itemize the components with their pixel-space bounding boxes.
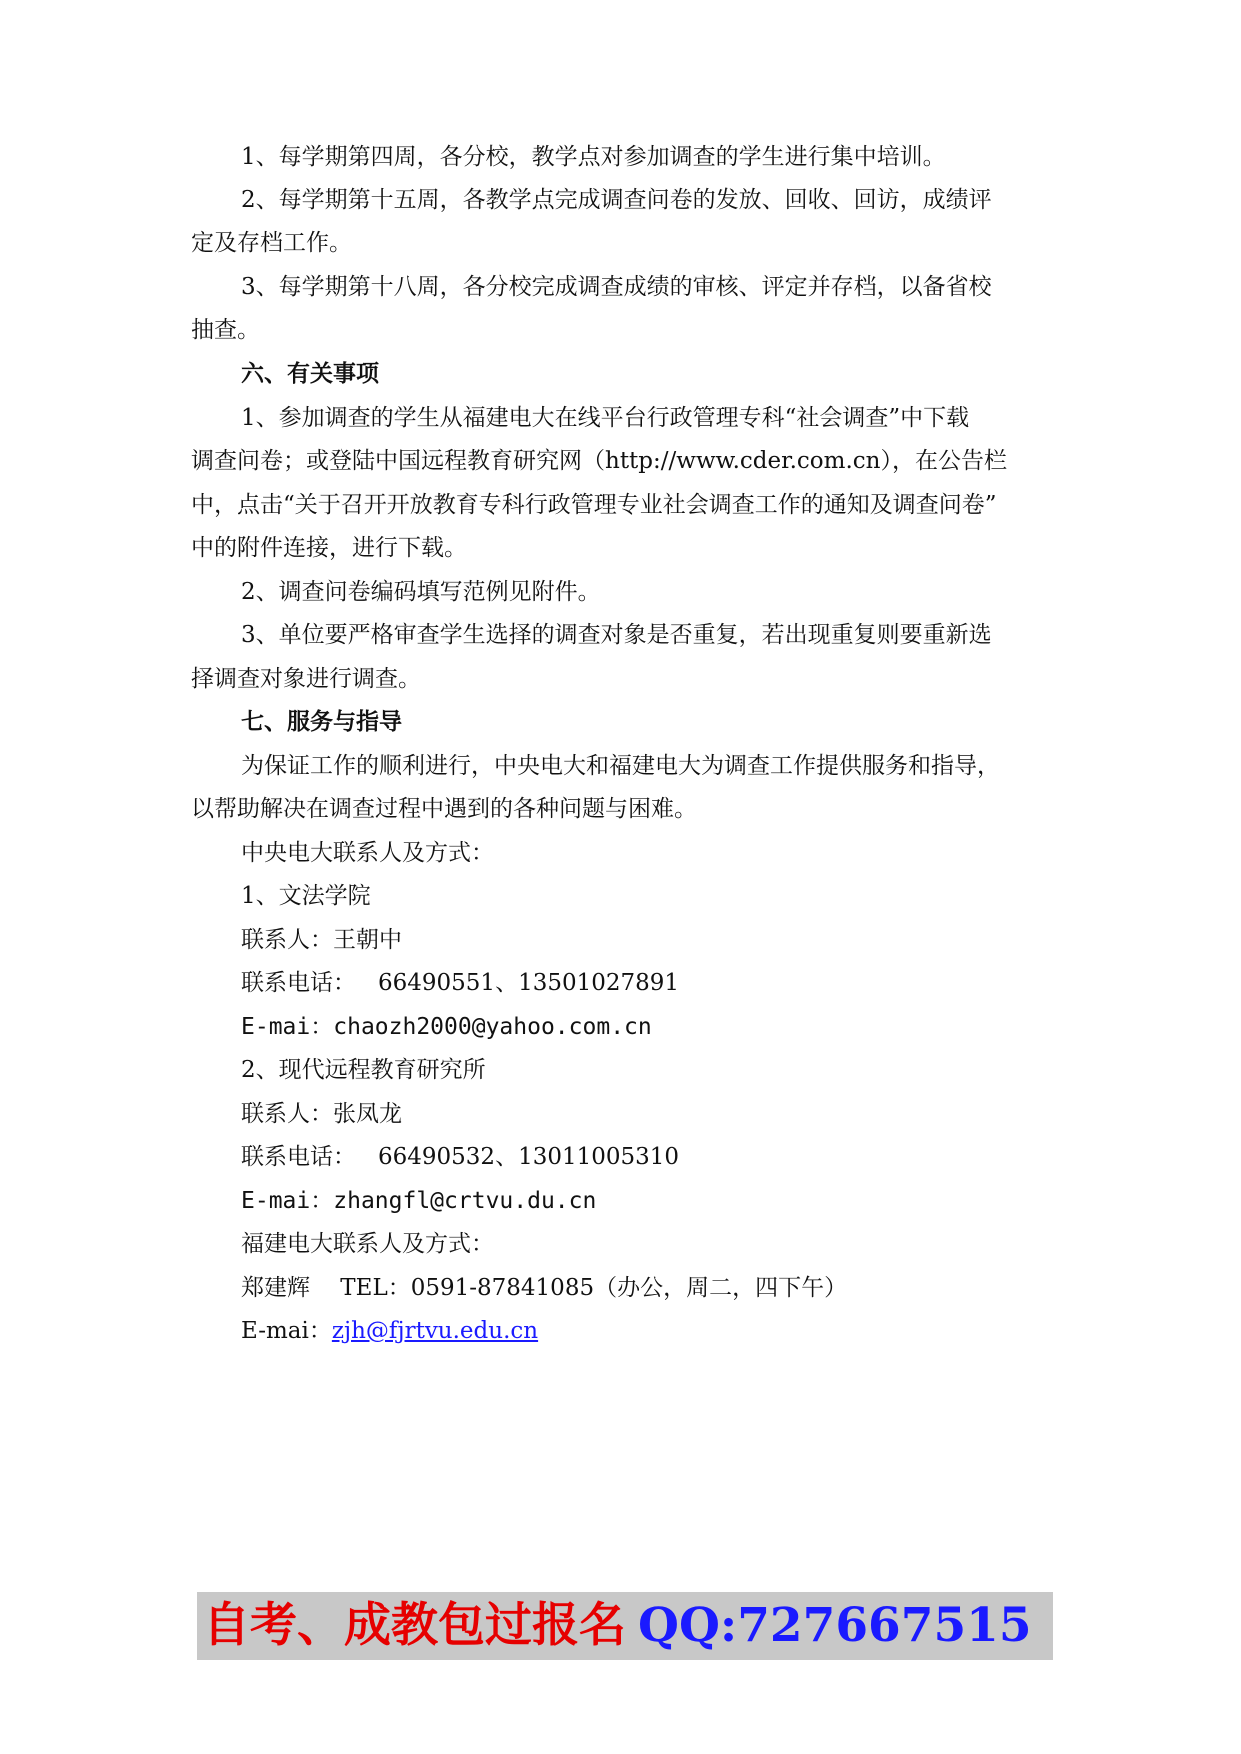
service-paragraph-line-1: 为保证工作的顺利进行，中央电大和福建电大为调查工作提供服务和指导， — [241, 753, 1000, 779]
schedule-item-1: 1、每学期第四周，各分校，教学点对参加调查的学生进行集中培训。 — [241, 144, 946, 170]
contact-2-email-row — [241, 1186, 596, 1216]
schedule-item-2-line-2: 定及存档工作。 — [191, 230, 352, 256]
fujian-email-label: E-mai： — [241, 1318, 332, 1344]
fujian-email-row — [241, 1316, 538, 1346]
contact-2-email: zhangfl@crtvu.du.cn — [333, 1188, 597, 1214]
contact-1-phone-label: 联系电话： — [241, 970, 356, 996]
ad-banner — [197, 1592, 1053, 1660]
notes-item-1-line-3: 中，点击“关于召开开放教育专科行政管理专业社会调查工作的通知及调查问卷” — [191, 492, 997, 518]
contact-1-phone-row — [241, 968, 679, 998]
section-7-heading: 七、服务与指导 — [241, 708, 402, 735]
notes-item-1-line-4: 中的附件连接，进行下载。 — [191, 535, 467, 561]
notes-item-3-line-1: 3、单位要严格审查学生选择的调查对象是否重复，若出现重复则要重新选 — [241, 622, 992, 648]
contact-1-person: 联系人：王朝中 — [241, 927, 402, 953]
schedule-item-2-line-1: 2、每学期第十五周，各教学点完成调查问卷的发放、回收、回访，成绩评 — [241, 187, 992, 213]
service-paragraph-line-2: 以帮助解决在调查过程中遇到的各种问题与困难。 — [191, 796, 697, 822]
contact-2-person: 联系人：张凤龙 — [241, 1101, 402, 1127]
fujian-contact: 郑建辉 TEL：0591-87841085（办公，周二，四下午） — [241, 1275, 848, 1301]
fujian-email-link[interactable]: zjh@fjrtvu.edu.cn — [331, 1318, 539, 1344]
notes-item-1-line-2: 调查问卷；或登陆中国远程教育研究网（http://www.cder.com.cn），在公告栏 — [191, 448, 1007, 474]
contact-1-email-label: E-mai： — [241, 1014, 334, 1040]
contact-2-phone-label: 联系电话： — [241, 1144, 356, 1170]
contact-2-phone: 66490532、13011005310 — [378, 1144, 680, 1170]
schedule-item-3-line-1: 3、每学期第十八周，各分校完成调查成绩的审核、评定并存档，以备省校 — [241, 274, 992, 300]
notes-item-2: 2、调查问卷编码填写范例见附件。 — [241, 579, 601, 605]
contact-1-email: chaozh2000@yahoo.com.cn — [333, 1014, 652, 1040]
section-6-heading: 六、有关事项 — [241, 360, 379, 387]
schedule-item-3-line-2: 抽查。 — [191, 317, 260, 343]
banner-qq-text: QQ:727667515 — [638, 1598, 1032, 1653]
contact-1-email-row — [241, 1012, 652, 1042]
contact-2-phone-row — [241, 1142, 679, 1172]
contact-2-dept: 2、现代远程教育研究所 — [241, 1057, 486, 1083]
notes-item-3-line-2: 择调查对象进行调查。 — [191, 666, 421, 692]
contact-2-email-label: E-mai： — [241, 1188, 334, 1214]
central-contacts-title: 中央电大联系人及方式： — [241, 840, 494, 866]
banner-chinese-text: 自考、成教包过报名 — [203, 1598, 626, 1653]
notes-item-1-line-1: 1、参加调查的学生从福建电大在线平台行政管理专科“社会调查”中下载 — [241, 405, 970, 431]
contact-1-phone: 66490551、13501027891 — [378, 970, 680, 996]
contact-1-dept: 1、文法学院 — [241, 883, 371, 909]
fujian-contacts-title: 福建电大联系人及方式： — [241, 1231, 494, 1257]
